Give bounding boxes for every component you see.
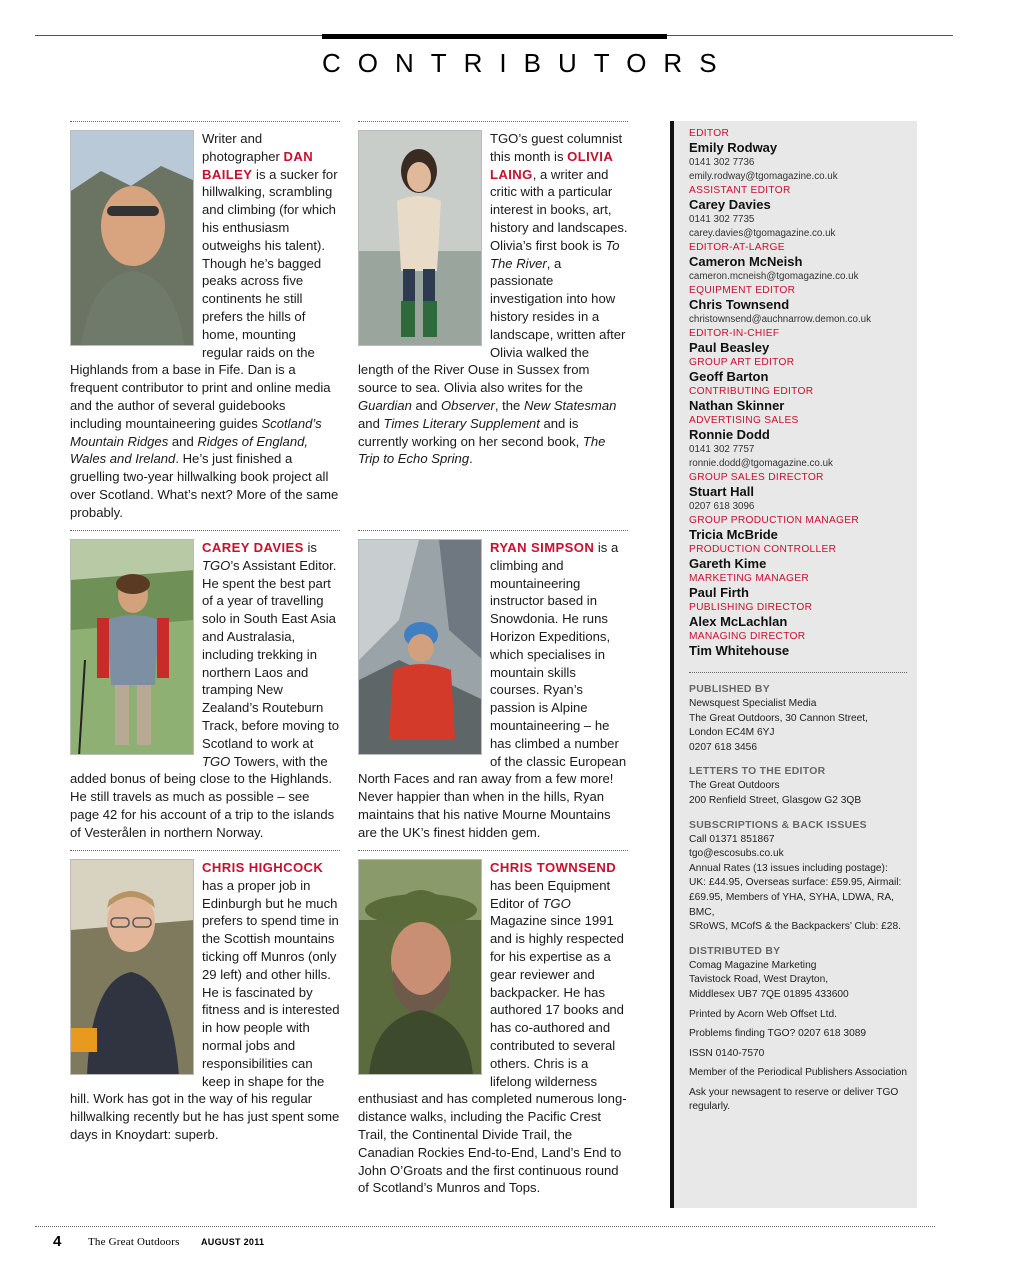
staff-entry xyxy=(689,543,907,572)
publisher-line: London EC4M 6YJ xyxy=(689,727,775,739)
letters-line: 200 Renfield Street, Glasgow G2 3QB xyxy=(689,794,862,806)
staff-name: Emily Rodway xyxy=(689,140,778,155)
subscriptions-line: £69.95, Members of YHA, SYHA, LDWA, RA, BMC, xyxy=(689,891,894,918)
portrait-olivia-laing-icon xyxy=(358,130,482,346)
staff-list xyxy=(689,127,907,659)
staff-email: christownsend@auchnarrow.demon.co.uk xyxy=(689,314,872,325)
subscriptions-heading: SUBSCRIPTIONS & BACK ISSUES xyxy=(689,819,867,831)
staff-entry xyxy=(689,514,907,543)
printed-by: Printed by Acorn Web Offset Ltd. xyxy=(689,1008,837,1020)
page-number: 4 xyxy=(53,1233,62,1250)
letters-heading: LETTERS TO THE EDITOR xyxy=(689,766,826,778)
issn: ISSN 0140-7570 xyxy=(689,1047,765,1059)
staff-entry xyxy=(689,601,907,630)
staff-role: EQUIPMENT EDITOR xyxy=(689,285,796,296)
contributor-card-chris-highcock: CHRIS HIGHCOCK has a proper job in Edinburgh but he much prefers to spend time in the Scottish mountains ticking off Munros (only 29 left) and other hills. He is fascinated by fitness and is interested in how people with normal jobs and responsibilities can keep in shape for the hill. Work has got in the way of his regular hillwalking recently but he has just spent some days in Knoydart: superb. xyxy=(70,850,340,1144)
staff-role: GROUP ART EDITOR xyxy=(689,357,795,368)
distributed-lines xyxy=(689,959,907,1003)
staff-entry xyxy=(689,284,907,327)
staff-role: CONTRIBUTING EDITOR xyxy=(689,386,814,397)
footer-rule xyxy=(35,1226,935,1227)
staff-email: cameron.mcneish@tgomagazine.co.uk xyxy=(689,271,859,282)
ppa-member: Member of the Periodical Publishers Association xyxy=(689,1067,908,1079)
staff-role: MARKETING MANAGER xyxy=(689,573,810,584)
distributed-heading: DISTRIBUTED BY xyxy=(689,945,781,957)
contributor-name: CHRIS TOWNSEND xyxy=(490,860,617,875)
publisher-line: 0207 618 3456 xyxy=(689,741,757,753)
staff-entry xyxy=(689,356,907,385)
letters-line: The Great Outdoors xyxy=(689,780,780,792)
contributor-card-chris-townsend: CHRIS TOWNSEND has been Equipment Editor of TGO Magazine since 1991 and is highly respected for his expertise as a gear reviewer and backpacker. He has authored 17 books and has co-authored and contributed to several others. Chris is a lifelong wilderness enthusiast and has completed numerous long-distance walks, including the Pacific Crest Trail, the Continental Divide Trail, the Canadian Rockies End-to-End, Land’s End to John O’Groats and the first continuous round of Scotland’s Munros and Tops. xyxy=(358,850,628,1197)
portrait-ryan-simpson-icon xyxy=(358,539,482,755)
divider xyxy=(689,672,907,673)
staff-name: Cameron McNeish xyxy=(689,254,803,269)
staff-email: emily.rodway@tgomagazine.co.uk xyxy=(689,171,838,182)
title-bar xyxy=(322,34,667,39)
issue-date: AUGUST 2011 xyxy=(201,1237,265,1247)
publisher-line: The Great Outdoors, 30 Cannon Street, xyxy=(689,712,868,724)
staff-name: Paul Firth xyxy=(689,585,749,600)
subscriptions-line: tgo@escosubs.co.uk xyxy=(689,848,784,860)
staff-role: GROUP PRODUCTION MANAGER xyxy=(689,515,860,526)
magazine-name: The Great Outdoors xyxy=(88,1236,180,1248)
staff-entry xyxy=(689,327,907,356)
staff-role: EDITOR xyxy=(689,128,730,139)
contributor-name: CAREY DAVIES xyxy=(202,540,304,555)
contributor-card-ryan-simpson: RYAN SIMPSON is a climbing and mountaineering instructor based in Snowdonia. He runs Horizon Expeditions, which specialises in mountain skills courses. Ryan’s passion is Alpine mountaineering – he has climbed a number of the classic European North Faces and ran away from a few more! Never happier than when in the hills, Ryan maintains that his native Mourne Mountains are the UK’s finest hidden gem. xyxy=(358,530,628,842)
staff-role: EDITOR-IN-CHIEF xyxy=(689,328,780,339)
staff-role: MANAGING DIRECTOR xyxy=(689,631,806,642)
subscriptions-line: Call 01371 851867 xyxy=(689,833,775,845)
staff-name: Carey Davies xyxy=(689,197,771,212)
staff-role: ADVERTISING SALES xyxy=(689,415,799,426)
contributor-name: CHRIS HIGHCOCK xyxy=(202,860,324,875)
staff-entry xyxy=(689,241,907,284)
staff-entry xyxy=(689,184,907,241)
staff-entry xyxy=(689,572,907,601)
portrait-carey-davies-icon xyxy=(70,539,194,755)
distributor-line: Comag Magazine Marketing xyxy=(689,959,817,971)
staff-email: ronnie.dodd@tgomagazine.co.uk xyxy=(689,458,833,469)
portrait-dan-bailey-icon xyxy=(70,130,194,346)
staff-name: Geoff Barton xyxy=(689,369,769,384)
staff-name: Tim Whitehouse xyxy=(689,643,790,658)
staff-name: Tricia McBride xyxy=(689,527,778,542)
staff-phone: 0141 302 7736 xyxy=(689,157,755,168)
subscriptions-lines xyxy=(689,833,907,935)
published-by-lines xyxy=(689,697,907,755)
staff-entry xyxy=(689,471,907,514)
staff-name: Gareth Kime xyxy=(689,556,767,571)
distributor-line: Tavistock Road, West Drayton, xyxy=(689,974,829,986)
contributor-name: OLIVIA LAING xyxy=(490,148,613,182)
staff-role: PUBLISHING DIRECTOR xyxy=(689,602,813,613)
published-by-heading: PUBLISHED BY xyxy=(689,684,770,695)
subscriptions-line: UK: £44.95, Overseas surface: £59.95, Airmail: xyxy=(689,877,902,889)
contributor-name: RYAN SIMPSON xyxy=(490,540,595,555)
staff-name: Chris Townsend xyxy=(689,297,790,312)
staff-phone: 0141 302 7757 xyxy=(689,444,755,455)
staff-role: PRODUCTION CONTROLLER xyxy=(689,544,837,555)
newsagent-note: Ask your newsagent to reserve or deliver TGO regularly. xyxy=(689,1086,899,1113)
staff-name: Paul Beasley xyxy=(689,340,770,355)
publisher-info xyxy=(689,683,907,1115)
problems-finding: Problems finding TGO? 0207 618 3089 xyxy=(689,1028,867,1040)
staff-entry xyxy=(689,385,907,414)
staff-name: Nathan Skinner xyxy=(689,398,785,413)
letters-lines xyxy=(689,779,907,808)
page-title: CONTRIBUTORS xyxy=(322,48,734,78)
contributor-card-dan-bailey: Writer and photographer DAN BAILEY is a sucker for hillwalking, scrambling and climbing (for which his enthusiasm outweighs his talent). Though he’s bagged peaks across five continents he still prefers the hills of home, mounting regular raids on the Highlands from a base in Fife. Dan is a frequent contributor to print and online media and the author of several guidebooks including mountaineering guides Scotland’s Mountain Ridges and Ridges of England, Wales and Ireland. He’s just finished a gruelling two-year hillwalking book project all over Scotland. What’s next? More of the same probably. xyxy=(70,121,340,522)
portrait-chris-townsend-icon xyxy=(358,859,482,1075)
publisher-line: Newsquest Specialist Media xyxy=(689,698,817,709)
contributor-card-olivia-laing: TGO’s guest columnist this month is OLIVIA LAING, a writer and critic with a particular interest in books, art, history and landscapes. Olivia’s first book is To The River, a passionate investigation into how history resides in a landscape, written after Olivia walked the length of the River Ouse in Sussex from source to sea. Olivia also writes for the Guardian and Observer, the New Statesman and Times Literary Supplement and is currently working on her second book, The Trip to Echo Spring. xyxy=(358,121,628,468)
staff-entry xyxy=(689,414,907,471)
staff-role: ASSISTANT EDITOR xyxy=(689,185,791,196)
staff-role: GROUP SALES DIRECTOR xyxy=(689,472,824,483)
staff-role: EDITOR-AT-LARGE xyxy=(689,242,785,253)
staff-entry xyxy=(689,127,907,184)
distributor-line: Middlesex UB7 7QE 01895 433600 xyxy=(689,988,849,1000)
staff-name: Alex McLachlan xyxy=(689,614,788,629)
portrait-chris-highcock-icon xyxy=(70,859,194,1075)
contributor-name: DAN BAILEY xyxy=(202,148,314,182)
staff-phone: 0207 618 3096 xyxy=(689,501,755,512)
staff-name: Stuart Hall xyxy=(689,484,755,499)
subscriptions-line: Annual Rates (13 issues including postage): xyxy=(689,862,888,874)
staff-name: Ronnie Dodd xyxy=(689,427,770,442)
contributor-card-carey-davies: CAREY DAVIES is TGO’s Assistant Editor. He spent the best part of a year of travelling solo in South East Asia and Australasia, including trekking in northern Laos and tramping New Zealand’s Routeburn Track, before moving to Scotland to work at TGO Towers, with the added bonus of being close to the Highlands. He still travels as much as possible – see page 42 for his account of a trip to the islands of Vesterålen in northern Norway. xyxy=(70,530,340,842)
staff-phone: 0141 302 7735 xyxy=(689,214,755,225)
subscriptions-line: SRoWS, MCofS & the Backpackers’ Club: £28. xyxy=(689,921,901,933)
staff-panel xyxy=(670,121,917,1208)
staff-entry xyxy=(689,630,907,659)
staff-email: carey.davies@tgomagazine.co.uk xyxy=(689,228,836,239)
